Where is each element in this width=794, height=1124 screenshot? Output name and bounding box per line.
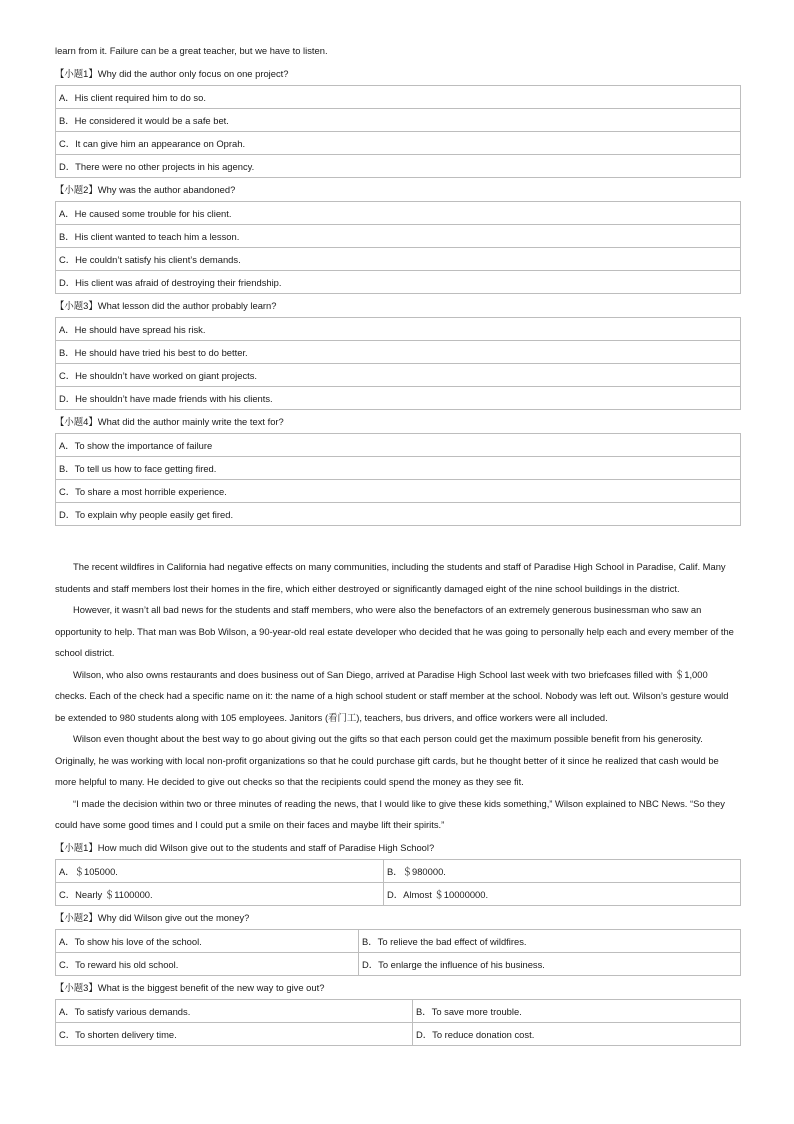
question-prompt: 【小题4】What did the author mainly write the text for?	[55, 416, 284, 427]
option-c[interactable]: C．To share a most horrible experience.	[56, 480, 741, 503]
option-a[interactable]: A．He should have spread his risk.	[56, 318, 741, 341]
option-b[interactable]: B．He should have tried his best to do better.	[56, 341, 741, 364]
option-c[interactable]: C．He shouldn’t have worked on giant projects.	[56, 364, 741, 387]
option-b[interactable]: B．His client wanted to teach him a lesson.	[56, 225, 741, 248]
option-d[interactable]: D．He shouldn’t have made friends with his clients.	[56, 387, 741, 410]
option-d[interactable]: D．There were no other projects in his agency.	[56, 155, 741, 178]
option-d[interactable]: D．His client was afraid of destroying their friendship.	[56, 271, 741, 294]
options-table	[55, 201, 741, 294]
passage-paragraph: The recent wildfires in California had negative effects on many communities, including the students and staff of Paradise High School in Paradise, Calif. Many students and staff members lost their homes in the fire, which either destroyed or significantly damaged eight of the nine school buildings in the district.	[55, 561, 726, 594]
options-table	[55, 317, 741, 410]
option-b[interactable]: B．＄980000.	[384, 859, 741, 882]
option-d[interactable]: D．To explain why people easily get fired.	[56, 503, 741, 526]
options-table	[55, 999, 741, 1046]
question-prompt: 【小题3】What lesson did the author probably learn?	[55, 300, 277, 311]
option-c[interactable]: C．It can give him an appearance on Oprah.	[56, 132, 741, 155]
option-d[interactable]: D．To reduce donation cost.	[413, 1022, 741, 1045]
option-a[interactable]: A．To show his love of the school.	[56, 929, 359, 952]
reading-passage	[55, 556, 741, 836]
question-prompt: 【小题2】Why did Wilson give out the money?	[55, 911, 250, 923]
options-table	[55, 433, 741, 526]
question-prompt: 【小题2】Why was the author abandoned?	[55, 184, 236, 195]
passage-closing-line: learn from it. Failure can be a great teacher, but we have to listen.	[55, 45, 328, 56]
option-c[interactable]: C．Nearly ＄1100000.	[56, 882, 384, 905]
passage-paragraph: “I made the decision within two or three minutes of reading the news, that I would like to give these kids something,” Wilson explained to NBC News. “So they could have some good times and I could put a smile on their faces and maybe lift their spirits.”	[55, 797, 725, 830]
option-b[interactable]: B．He considered it would be a safe bet.	[56, 109, 741, 132]
passage-paragraph: Wilson, who also owns restaurants and does business out of San Diego, arrived at Paradise High School last week with two briefcases filled with ＄1,000 checks. Each of the check had a specific name on it: the name of a high school student or staff member at the school. Nobody was left out. Wilson’s gesture would be extended to 980 students along with 105 employees. Janitors (看门工), teachers, bus drivers, and office workers were all included.	[55, 668, 729, 723]
document-page	[55, 40, 741, 1046]
option-a[interactable]: A．His client required him to do so.	[56, 86, 741, 109]
option-b[interactable]: B．To relieve the bad effect of wildfires.	[359, 929, 741, 952]
option-d[interactable]: D．Almost ＄10000000.	[384, 882, 741, 905]
passage-paragraph: However, it wasn’t all bad news for the students and staff members, who were also the benefactors of an extremely generous businessman who saw an opportunity to help. That man was Bob Wilson, a 90-year-old real estate developer who decided that he was going to personally help each and every member of the school district.	[55, 604, 734, 658]
question-prompt: 【小题3】What is the biggest benefit of the new way to give out?	[55, 981, 325, 993]
options-table	[55, 85, 741, 178]
question-prompt: 【小题1】Why did the author only focus on one project?	[55, 68, 289, 79]
option-a[interactable]: A．To show the importance of failure	[56, 434, 741, 457]
option-a[interactable]: A．He caused some trouble for his client.	[56, 202, 741, 225]
passage-paragraph: Wilson even thought about the best way to go about giving out the gifts so that each person could get the maximum possible benefit from his generosity. Originally, he was working with local non-profit organizations so that he could purchase gift cards, but he thought better of it since he realized that cash would be more helpful to many. He decided to give out checks so that the recipients could spend the money as they see fit.	[55, 733, 719, 787]
question-prompt: 【小题1】How much did Wilson give out to the students and staff of Paradise High School?	[55, 841, 435, 853]
option-b[interactable]: B．To tell us how to face getting fired.	[56, 457, 741, 480]
option-c[interactable]: C．He couldn’t satisfy his client’s demands.	[56, 248, 741, 271]
option-c[interactable]: C．To reward his old school.	[56, 952, 359, 975]
question-group-1	[55, 62, 741, 526]
option-a[interactable]: A．To satisfy various demands.	[56, 999, 413, 1022]
question-group-2	[55, 836, 741, 1046]
option-c[interactable]: C．To shorten delivery time.	[56, 1022, 413, 1045]
option-a[interactable]: A．＄105000.	[56, 859, 384, 882]
options-table	[55, 859, 741, 906]
option-d[interactable]: D．To enlarge the influence of his business.	[359, 952, 741, 975]
option-b[interactable]: B．To save more trouble.	[413, 999, 741, 1022]
options-table	[55, 929, 741, 976]
